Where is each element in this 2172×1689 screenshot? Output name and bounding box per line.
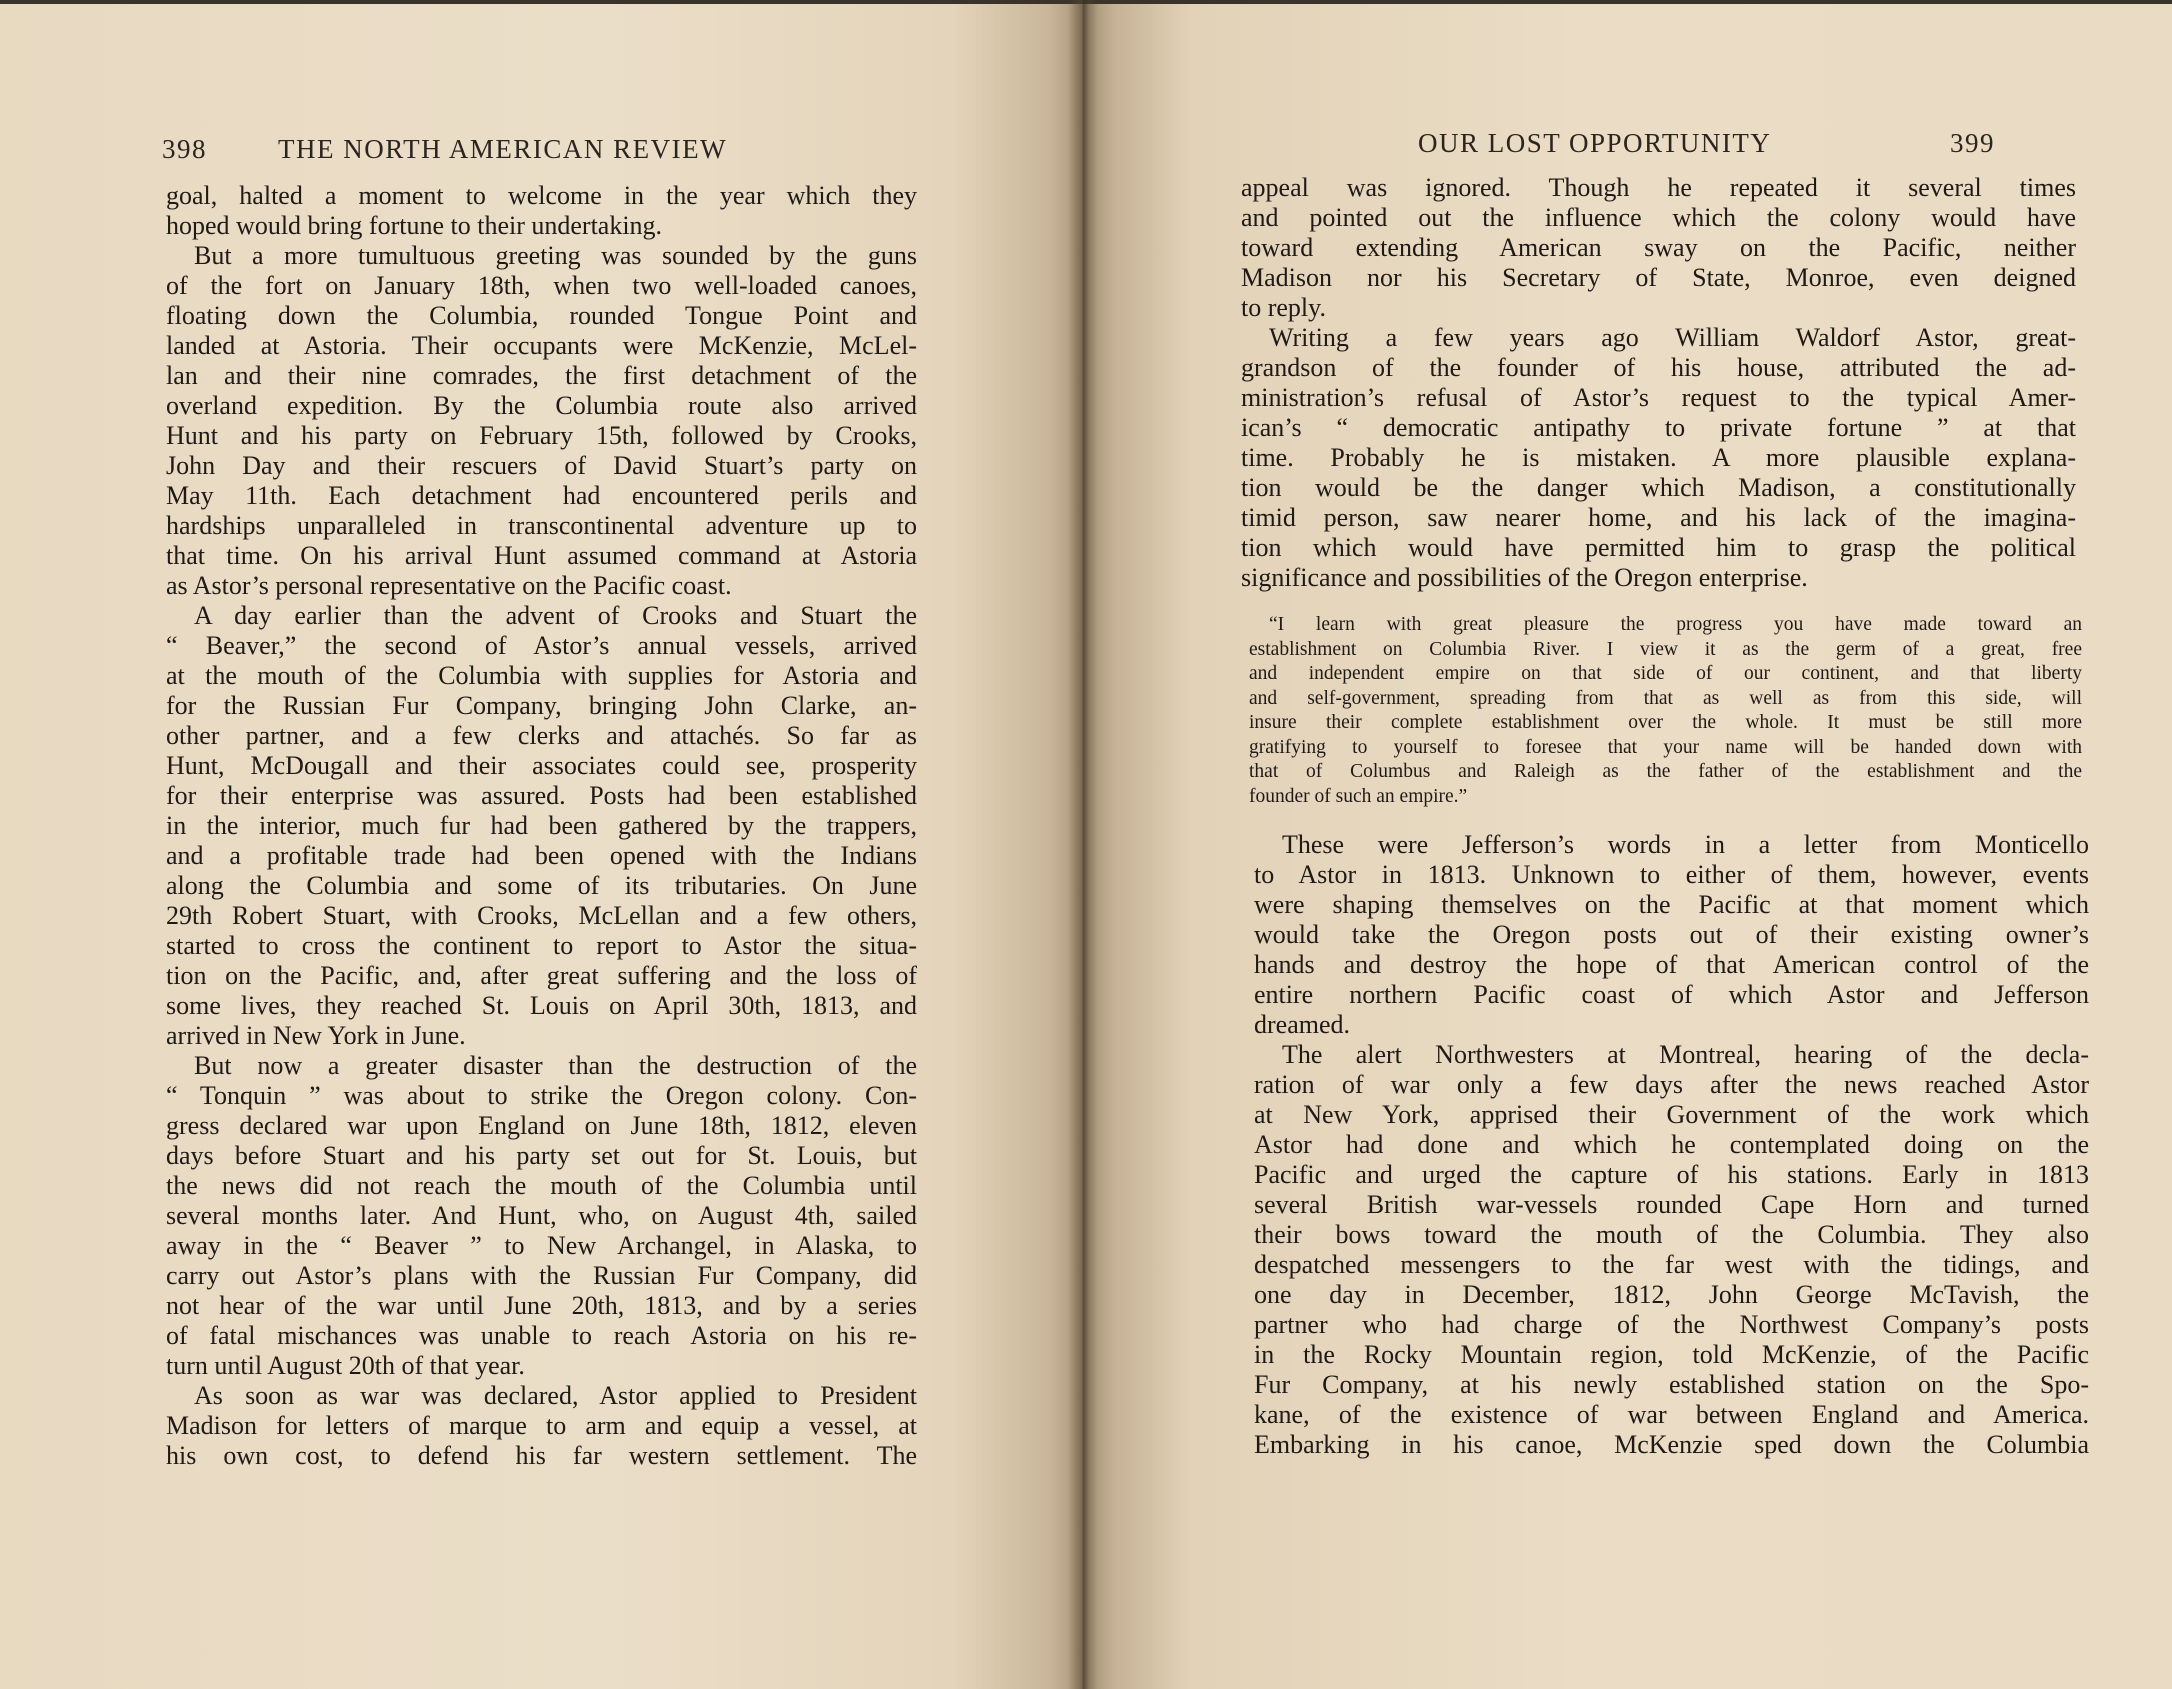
text-line: 29th Robert Stuart, with Crooks, McLellan and a few others, [166, 901, 917, 930]
quote-line: insure their complete establishment over the whole. It must be still more [1249, 712, 2082, 733]
text-line: one day in December, 1812, John George McTavish, the [1254, 1280, 2089, 1309]
text-line: Embarking in his canoe, McKenzie sped down the Columbia [1254, 1430, 2089, 1459]
text-line: not hear of the war until June 20th, 1813, and by a series [166, 1291, 917, 1320]
text-line: hardships unparalleled in transcontinental adventure up to [166, 511, 917, 540]
text-line: of the fort on January 18th, when two well-loaded canoes, [166, 271, 917, 300]
text-line: to reply. [1241, 293, 1326, 322]
text-line: toward extending American sway on the Pacific, neither [1241, 233, 2076, 262]
text-line: goal, halted a moment to welcome in the year which they [166, 181, 917, 210]
text-line: of fatal mischances was unable to reach Astoria on his re- [166, 1321, 917, 1350]
text-line: lan and their nine comrades, the first detachment of the [166, 361, 917, 390]
text-line: May 11th. Each detachment had encountered perils and [166, 481, 917, 510]
quote-line: that of Columbus and Raleigh as the father of the establishment and the [1249, 761, 2082, 782]
text-line: ican’s “ democratic antipathy to private fortune ” at that [1241, 413, 2076, 442]
page-number: 399 [1950, 128, 1995, 158]
text-line: Pacific and urged the capture of his stations. Early in 1813 [1254, 1160, 2089, 1189]
text-line: at the mouth of the Columbia with supplies for Astoria and [166, 661, 917, 690]
text-line: timid person, saw nearer home, and his lack of the imagina- [1241, 503, 2076, 532]
text-line: floating down the Columbia, rounded Tongue Point and [166, 301, 917, 330]
text-line: carry out Astor’s plans with the Russian Fur Company, did [166, 1261, 917, 1290]
text-line: days before Stuart and his party set out for St. Louis, but [166, 1141, 917, 1170]
text-line: gress declared war upon England on June 18th, 1812, eleven [166, 1111, 917, 1140]
text-line: turn until August 20th of that year. [166, 1351, 525, 1380]
quote-line: and self-government, spreading from that as well as from this side, will [1249, 687, 2082, 709]
text-line: landed at Astoria. Their occupants were McKenzie, McLel- [166, 331, 917, 360]
text-line: grandson of the founder of his house, attributed the ad- [1241, 353, 2076, 382]
text-line: ration of war only a few days after the news reached Astor [1254, 1070, 2089, 1099]
text-line: hoped would bring fortune to their undertaking. [166, 211, 663, 240]
left-body-text [166, 181, 917, 1471]
text-line: in the Rocky Mountain region, told McKenzie, of the Pacific [1254, 1340, 2089, 1369]
text-line: several British war-vessels rounded Cape Horn and turned [1254, 1190, 2089, 1219]
text-line: for the Russian Fur Company, bringing John Clarke, an- [166, 691, 917, 720]
text-line: dreamed. [1254, 1010, 1351, 1039]
text-line: started to cross the continent to report to Astor the situa- [166, 931, 917, 960]
text-line: despatched messengers to the far west with the tidings, and [1254, 1250, 2089, 1279]
text-line: and pointed out the influence which the colony would have [1241, 203, 2076, 232]
text-line: overland expedition. By the Columbia route also arrived [166, 391, 917, 420]
text-line: his own cost, to defend his far western settlement. The [166, 1441, 917, 1470]
text-line: Madison nor his Secretary of State, Monroe, even deigned [1241, 263, 2076, 292]
text-line: hands and destroy the hope of that American control of the [1254, 950, 2089, 979]
text-line: significance and possibilities of the Oregon enterprise. [1241, 563, 1808, 592]
text-line: entire northern Pacific coast of which Astor and Jefferson [1254, 980, 2089, 1009]
text-line: were shaping themselves on the Pacific at that moment which [1254, 890, 2089, 919]
text-line: “ Beaver,” the second of Astor’s annual vessels, arrived [166, 631, 917, 660]
text-line: at New York, apprised their Government of the work which [1254, 1100, 2089, 1129]
text-line: for their enterprise was assured. Posts had been established [166, 781, 917, 810]
running-head: OUR LOST OPPORTUNITY [1418, 128, 1772, 158]
text-line: The alert Northwesters at Montreal, hearing of the decla- [1282, 1040, 2089, 1069]
text-line: the news did not reach the mouth of the Columbia until [166, 1171, 917, 1200]
right-body-text-1 [1241, 173, 2076, 593]
text-line: “ Tonquin ” was about to strike the Oregon colony. Con- [166, 1081, 917, 1110]
text-line: time. Probably he is mistaken. A more plausible explana- [1241, 443, 2076, 472]
quote-line: “I learn with great pleasure the progress you have made toward an [1269, 614, 2082, 635]
text-line: But now a greater disaster than the destruction of the [194, 1051, 917, 1080]
text-line: Fur Company, at his newly established station on the Spo- [1254, 1370, 2089, 1399]
running-head: THE NORTH AMERICAN REVIEW [278, 134, 728, 164]
text-line: and a profitable trade had been opened with the Indians [166, 841, 917, 870]
book-gutter [1068, 0, 1098, 1689]
text-line: Astor had done and which he contemplated doing on the [1254, 1130, 2089, 1159]
text-line: tion on the Pacific, and, after great suffering and the loss of [166, 961, 917, 990]
text-line: some lives, they reached St. Louis on April 30th, 1813, and [166, 991, 917, 1020]
text-line: As soon as war was declared, Astor applied to President [194, 1381, 917, 1410]
quote-line: founder of such an empire.” [1249, 785, 1468, 807]
text-line: away in the “ Beaver ” to New Archangel, in Alaska, to [166, 1231, 917, 1260]
text-line: tion would be the danger which Madison, a constitutionally [1241, 473, 2076, 502]
page-number: 398 [162, 134, 207, 164]
quote-line: and independent empire on that side of our continent, and that liberty [1249, 663, 2082, 684]
text-line: other partner, and a few clerks and attachés. So far as [166, 721, 917, 750]
right-body-text-2 [1254, 830, 2089, 1460]
left-page [0, 0, 1082, 1689]
text-line: Madison for letters of marque to arm and equip a vessel, at [166, 1411, 917, 1440]
text-line: their bows toward the mouth of the Columbia. They also [1254, 1220, 2089, 1249]
text-line: Hunt, McDougall and their associates could see, prosperity [166, 751, 917, 780]
quote-line: gratifying to yourself to foresee that your name will be handed down with [1249, 736, 2082, 758]
text-line: These were Jefferson’s words in a letter from Monticello [1282, 830, 2089, 859]
text-line: tion which would have permitted him to grasp the political [1241, 533, 2076, 562]
text-line: to Astor in 1813. Unknown to either of them, however, events [1254, 860, 2089, 889]
text-line: John Day and their rescuers of David Stuart’s party on [166, 451, 917, 480]
block-quote [1249, 613, 2082, 809]
quote-line: establishment on Columbia River. I view it as the germ of a great, free [1249, 638, 2082, 660]
text-line: as Astor’s personal representative on the Pacific coast. [166, 571, 732, 600]
text-line: But a more tumultuous greeting was sounded by the guns [194, 241, 917, 270]
text-line: appeal was ignored. Though he repeated it several times [1241, 173, 2076, 202]
right-page [1082, 0, 2172, 1689]
text-line: arrived in New York in June. [166, 1021, 466, 1050]
text-line: several months later. And Hunt, who, on August 4th, sailed [166, 1201, 917, 1230]
text-line: Writing a few years ago William Waldorf Astor, great- [1269, 323, 2076, 352]
text-line: Hunt and his party on February 15th, followed by Crooks, [166, 421, 917, 450]
text-line: along the Columbia and some of its tributaries. On June [166, 871, 917, 900]
text-line: A day earlier than the advent of Crooks and Stuart the [194, 601, 917, 630]
text-line: would take the Oregon posts out of their existing owner’s [1254, 920, 2089, 949]
text-line: partner who had charge of the Northwest Company’s posts [1254, 1310, 2089, 1339]
text-line: in the interior, much fur had been gathered by the trappers, [166, 811, 917, 840]
text-line: ministration’s refusal of Astor’s request to the typical Amer- [1241, 383, 2076, 412]
text-line: that time. On his arrival Hunt assumed command at Astoria [166, 541, 917, 570]
text-line: kane, of the existence of war between England and America. [1254, 1400, 2089, 1429]
